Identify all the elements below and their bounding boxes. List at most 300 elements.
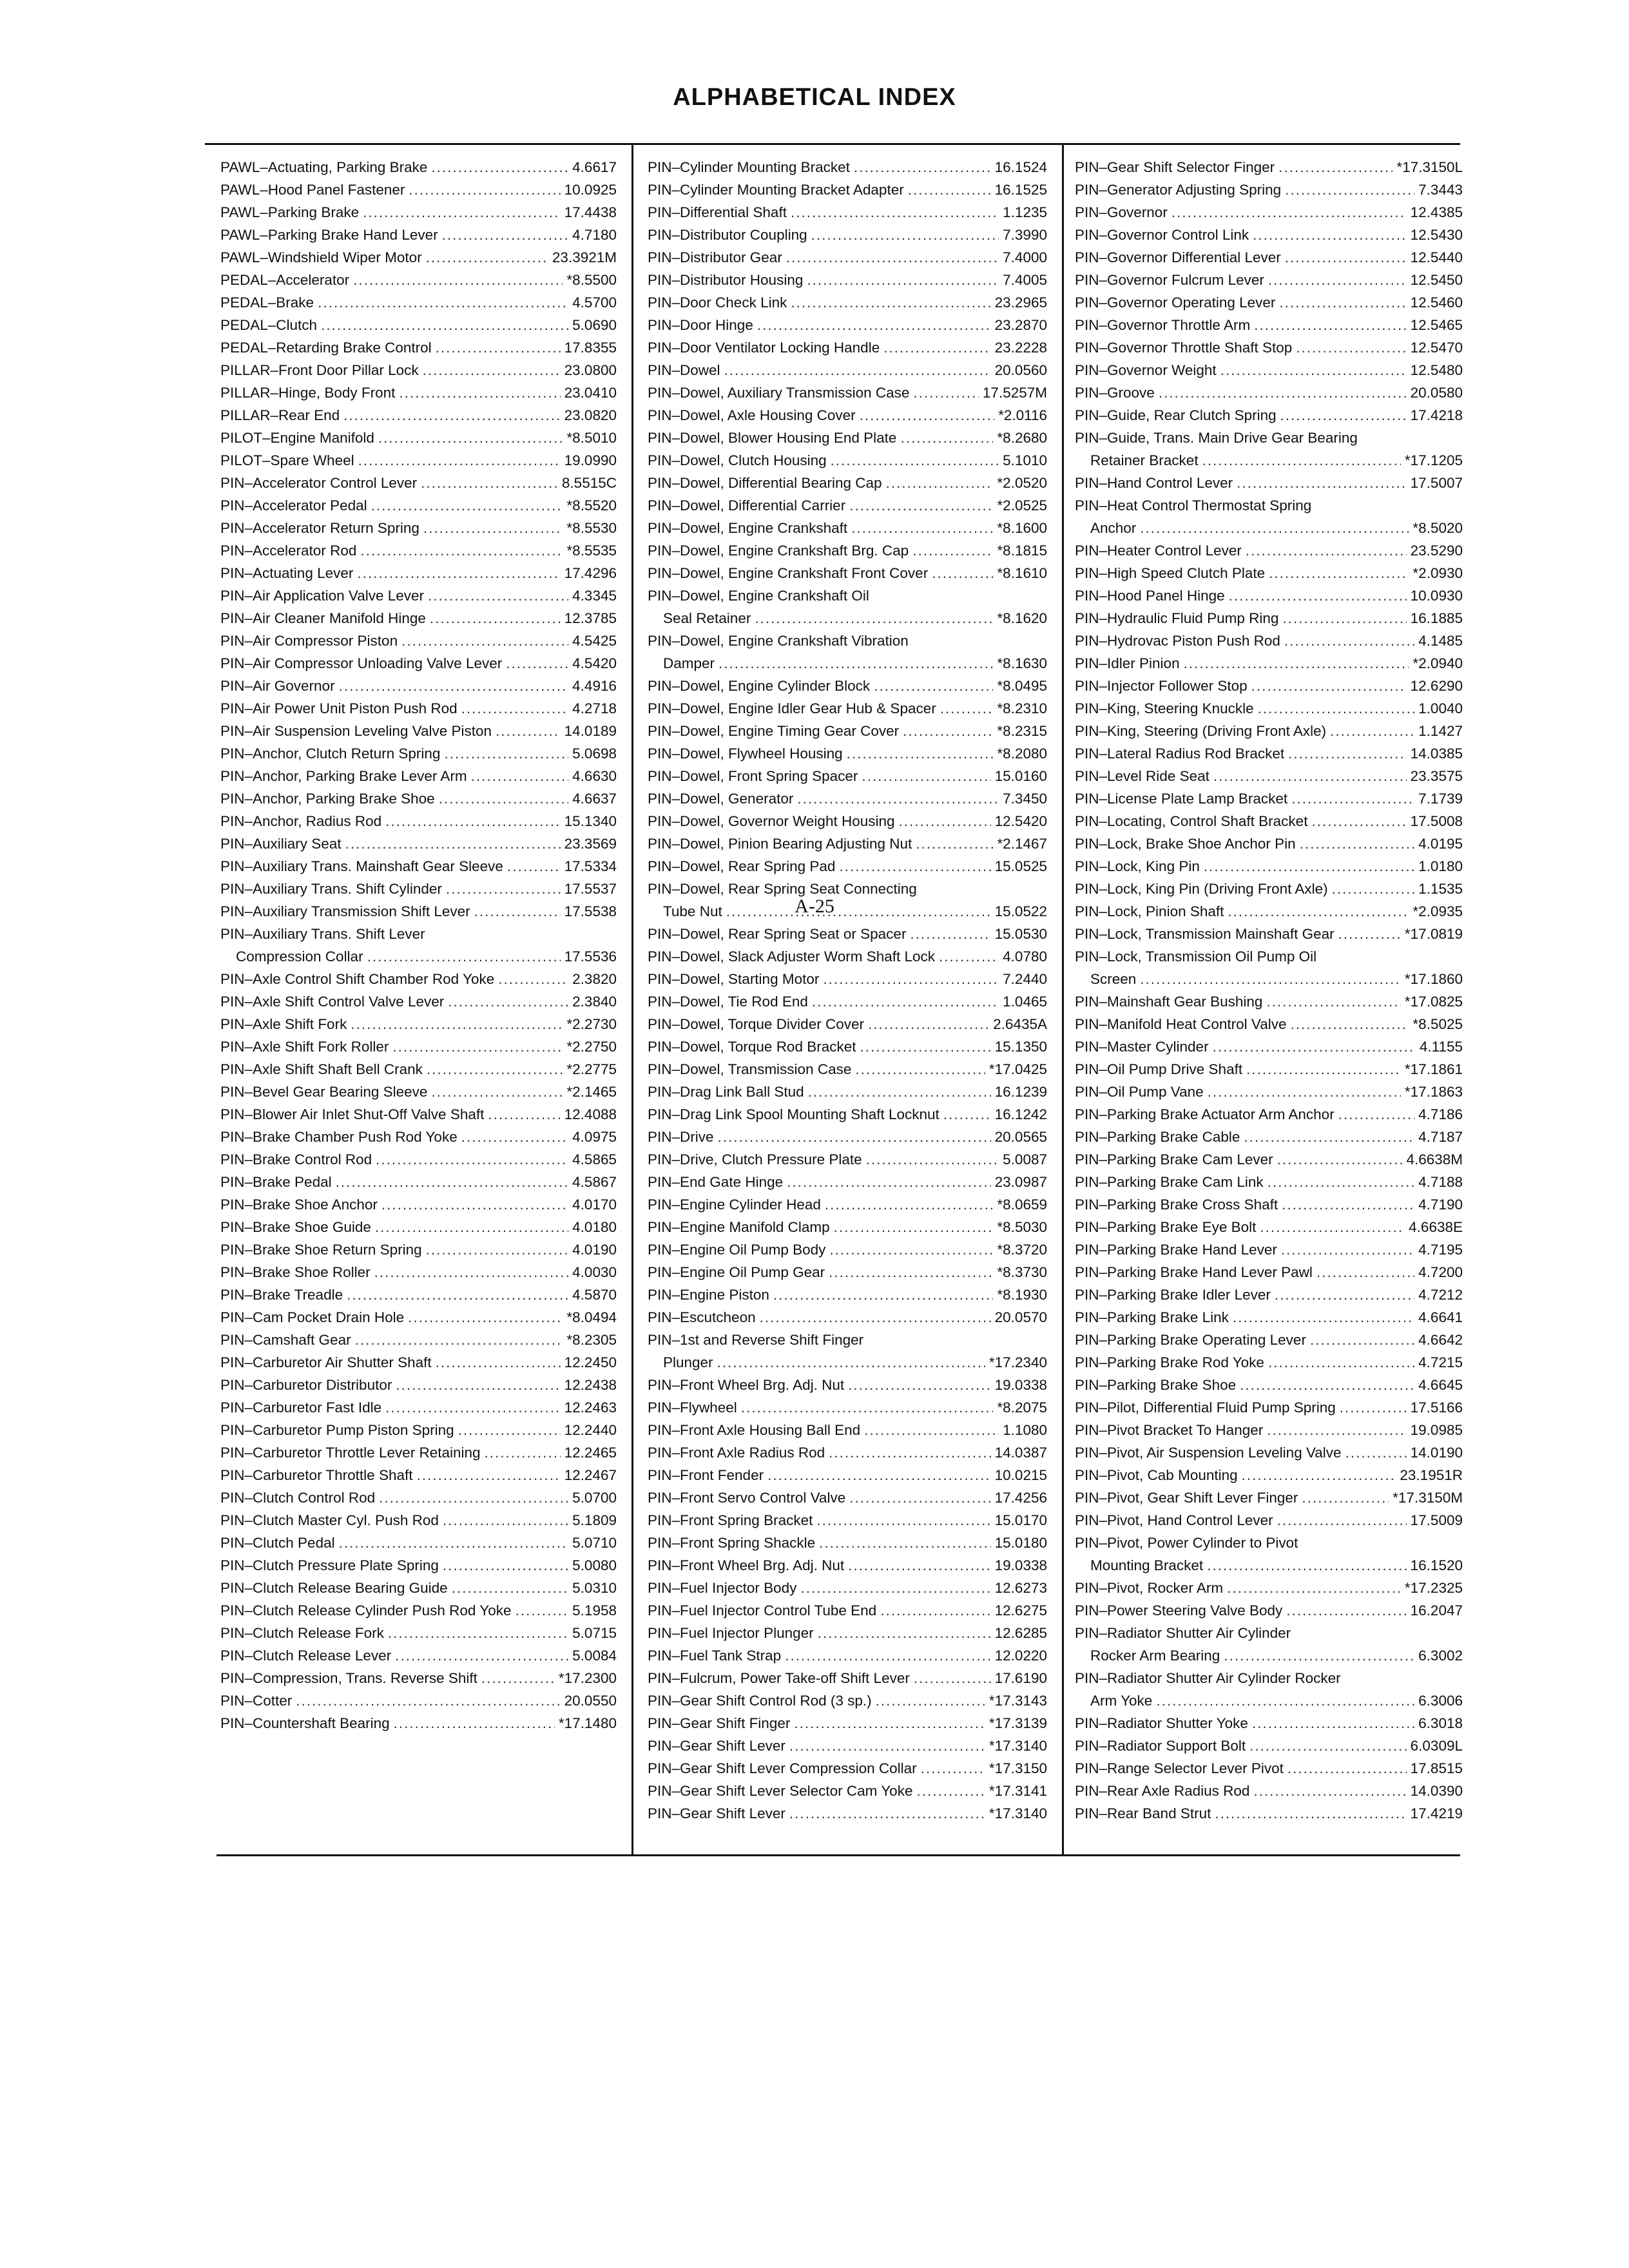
leader-dots	[834, 1216, 994, 1238]
entry-name: PIN–Clutch Release Cylinder Push Rod Yoke	[220, 1602, 512, 1619]
entry-reference: 15.0522	[994, 903, 1047, 919]
index-entry	[1075, 1216, 1463, 1238]
entry-name: PIN–Pivot, Air Suspension Leveling Valve	[1075, 1445, 1342, 1461]
index-entry	[220, 178, 617, 201]
leader-dots	[1213, 1035, 1416, 1058]
entry-name: PIN–Blower Air Inlet Shut-Off Valve Shaft	[220, 1106, 485, 1122]
entry-name: PIN–Dowel, Engine Crankshaft Vibration	[648, 633, 909, 649]
index-entry	[1075, 1148, 1463, 1171]
entry-reference: 4.7200	[1418, 1264, 1463, 1280]
leader-dots	[823, 968, 999, 990]
leader-dots	[939, 945, 999, 968]
entry-name: Mounting Bracket	[1090, 1557, 1204, 1573]
leader-dots	[1284, 629, 1414, 652]
entry-reference: 4.2718	[572, 700, 617, 716]
leader-dots	[378, 427, 563, 449]
leader-dots	[351, 1013, 563, 1035]
leader-dots	[363, 201, 561, 224]
leader-dots	[1229, 584, 1407, 607]
entry-name: PIN–Governor	[1075, 204, 1168, 220]
leader-dots	[868, 1013, 989, 1035]
entry-name: PAWL–Parking Brake	[220, 204, 360, 220]
entry-reference: 16.1520	[1410, 1557, 1463, 1573]
entry-name: PIN–Dowel, Engine Crankshaft Oil	[648, 588, 869, 604]
entry-reference: *17.3143	[988, 1693, 1047, 1709]
index-entry	[1075, 810, 1463, 832]
index-entry	[648, 1802, 1047, 1825]
index-entry	[1075, 156, 1463, 178]
entry-name: PIN–Front Wheel Brg. Adj. Nut	[648, 1557, 845, 1573]
entry-name: PIN–Accelerator Return Spring	[220, 520, 419, 536]
entry-reference: 23.2965	[994, 294, 1047, 311]
entry-name: PIN–Accelerator Pedal	[220, 497, 367, 514]
index-entry	[1075, 1193, 1463, 1216]
leader-dots	[367, 945, 561, 968]
entry-reference: 23.2228	[994, 340, 1047, 356]
entry-reference: 4.7180	[572, 227, 617, 243]
index-entry	[220, 1148, 617, 1171]
entry-reference: 23.0987	[994, 1174, 1047, 1190]
leader-dots	[910, 923, 990, 945]
leader-dots	[718, 652, 993, 675]
entry-reference: *17.3140	[988, 1738, 1047, 1754]
index-entry	[1075, 1757, 1463, 1780]
leader-dots	[1213, 765, 1407, 787]
entry-reference: *8.3730	[997, 1264, 1047, 1280]
entry-name: PIN–Dowel, Transmission Case	[648, 1061, 852, 1077]
index-entry	[220, 1013, 617, 1035]
index-entry	[648, 1329, 1047, 1351]
entry-name: PIN–Parking Brake Operating Lever	[1075, 1332, 1306, 1348]
index-entry	[648, 1283, 1047, 1306]
index-entry	[648, 923, 1047, 945]
entry-name: PIN–Fuel Injector Control Tube End	[648, 1602, 877, 1619]
entry-reference: 17.5009	[1410, 1512, 1463, 1528]
leader-dots	[358, 449, 561, 472]
index-entry	[220, 720, 617, 742]
entry-name: PIN–Drag Link Spool Mounting Shaft Locknut	[648, 1106, 940, 1122]
entry-name: PIN–Parking Brake Rod Yoke	[1075, 1354, 1264, 1370]
index-column-3	[1075, 156, 1463, 1825]
entry-name: Rocker Arm Bearing	[1090, 1648, 1220, 1664]
index-entry	[220, 1035, 617, 1058]
index-entry	[648, 1419, 1047, 1441]
entry-name: PIN–Drive, Clutch Pressure Plate	[648, 1151, 862, 1168]
leader-dots	[718, 1126, 991, 1148]
entry-name: PIN–Governor Throttle Shaft Stop	[1075, 340, 1293, 356]
entry-name: PIN–Clutch Release Lever	[220, 1648, 392, 1664]
entry-reference: 23.2870	[994, 317, 1047, 333]
entry-name: PIN–Clutch Master Cyl. Push Rod	[220, 1512, 439, 1528]
entry-reference: 4.5867	[572, 1174, 617, 1190]
entry-reference: 4.7188	[1418, 1174, 1463, 1190]
entry-reference: 23.0820	[564, 407, 617, 423]
entry-name: PIN–Dowel, Differential Carrier	[648, 497, 846, 514]
entry-reference: 5.0087	[1003, 1151, 1047, 1168]
index-entry	[220, 246, 617, 269]
index-entry	[1075, 855, 1463, 878]
leader-dots	[1310, 1329, 1414, 1351]
index-entry	[648, 1103, 1047, 1126]
index-entry	[1075, 427, 1463, 449]
entry-name: Seal Retainer	[663, 610, 751, 626]
entry-name: PIN–Parking Brake Hand Lever	[1075, 1242, 1277, 1258]
entry-name: PIN–Axle Shift Shaft Bell Crank	[220, 1061, 423, 1077]
entry-reference: *8.5535	[566, 543, 617, 559]
entry-name: PIN–Flywheel	[648, 1399, 737, 1416]
entry-name: PIN–1st and Reverse Shift Finger	[648, 1332, 864, 1348]
entry-name: PIN–Anchor, Parking Brake Lever Arm	[220, 768, 467, 784]
index-entry	[648, 990, 1047, 1013]
entry-name: PIN–Air Compressor Piston	[220, 633, 398, 649]
leader-dots	[430, 607, 561, 629]
entry-reference: *17.1480	[558, 1715, 617, 1731]
entry-name: PIN–Carburetor Air Shutter Shaft	[220, 1354, 432, 1370]
leader-dots	[421, 472, 558, 494]
leader-dots	[481, 1667, 555, 1689]
leader-dots	[506, 652, 568, 675]
leader-dots	[409, 178, 560, 201]
entry-reference: 4.7190	[1418, 1196, 1463, 1213]
entry-name: PIN–Carburetor Fast Idle	[220, 1399, 382, 1416]
entry-name: PIN–Dowel, Auxiliary Transmission Case	[648, 385, 910, 401]
entry-reference: 14.0190	[1410, 1445, 1463, 1461]
index-entry	[648, 539, 1047, 562]
entry-reference: 4.1155	[1419, 1039, 1463, 1055]
entry-name: PIN–Front Wheel Brg. Adj. Nut	[648, 1377, 845, 1393]
index-entry	[1075, 562, 1463, 584]
leader-dots	[443, 1554, 568, 1577]
index-entry	[1075, 1058, 1463, 1081]
entry-name: PIN–Axle Shift Fork	[220, 1016, 347, 1032]
leader-dots	[786, 246, 999, 269]
entry-name: PIN–Dowel, Engine Idler Gear Hub & Spacer	[648, 700, 936, 716]
entry-name: PIN–Dowel, Differential Bearing Cap	[648, 475, 882, 491]
index-entry	[648, 742, 1047, 765]
entry-name: PIN–Lock, Transmission Oil Pump Oil	[1075, 948, 1317, 965]
entry-reference: 5.0715	[572, 1625, 617, 1641]
entry-name: PIN–Lock, Pinion Shaft	[1075, 903, 1224, 919]
entry-reference: 12.5470	[1410, 340, 1463, 356]
leader-dots	[439, 787, 568, 810]
entry-name: PIN–Fuel Injector Plunger	[648, 1625, 814, 1641]
index-entry	[648, 1532, 1047, 1554]
entry-name: PEDAL–Retarding Brake Control	[220, 340, 432, 356]
index-entry	[1075, 1103, 1463, 1126]
entry-name: PIN–Lock, King Pin (Driving Front Axle)	[1075, 881, 1328, 897]
leader-dots	[1291, 1013, 1409, 1035]
index-entry	[220, 1644, 617, 1667]
index-entry	[1075, 1126, 1463, 1148]
leader-dots	[903, 720, 993, 742]
index-entry	[220, 1283, 617, 1306]
entry-reference: 5.0690	[572, 317, 617, 333]
index-entry	[220, 1689, 617, 1712]
entry-reference: 4.6642	[1418, 1332, 1463, 1348]
index-entry	[220, 1126, 617, 1148]
entry-name: PIN–Parking Brake Cross Shaft	[1075, 1196, 1278, 1213]
entry-reference: 20.0570	[994, 1309, 1047, 1325]
entry-name: PIN–Guide, Trans. Main Drive Gear Bearing	[1075, 430, 1358, 446]
entry-reference: 17.4438	[564, 204, 617, 220]
leader-dots	[794, 1712, 985, 1735]
leader-dots	[1171, 201, 1407, 224]
index-entry	[648, 562, 1047, 584]
leader-dots	[1246, 539, 1407, 562]
entry-name: PIN–Parking Brake Link	[1075, 1309, 1229, 1325]
index-entry	[220, 1103, 617, 1126]
entry-name: PIN–Door Ventilator Locking Handle	[648, 340, 880, 356]
entry-name: PIN–Dowel, Slack Adjuster Worm Shaft Lock	[648, 948, 936, 965]
entry-reference: 12.2438	[564, 1377, 617, 1393]
entry-name: PIN–Countershaft Bearing	[220, 1715, 390, 1731]
index-entry	[1075, 1419, 1463, 1441]
leader-dots	[839, 855, 990, 878]
entry-reference: 1.1235	[1003, 204, 1047, 220]
entry-name: PIN–Groove	[1075, 385, 1155, 401]
index-entry	[648, 810, 1047, 832]
index-entry	[648, 359, 1047, 381]
entry-reference: *8.1620	[997, 610, 1047, 626]
leader-dots	[1249, 1735, 1407, 1757]
entry-name: PIN–Lock, Brake Shoe Anchor Pin	[1075, 836, 1296, 852]
leader-dots	[789, 1802, 985, 1825]
leader-dots	[1208, 1081, 1401, 1103]
index-entry	[220, 1374, 617, 1396]
entry-reference: *2.2775	[566, 1061, 617, 1077]
index-entry	[220, 1486, 617, 1509]
leader-dots	[825, 1193, 994, 1216]
entry-name: Compression Collar	[236, 948, 363, 965]
entry-reference: 4.5425	[572, 633, 617, 649]
leader-dots	[399, 381, 560, 404]
leader-dots	[339, 1532, 569, 1554]
entry-reference: 17.5008	[1410, 813, 1463, 829]
entry-reference: 4.0975	[572, 1129, 617, 1145]
entry-reference: 7.1739	[1418, 791, 1463, 807]
leader-dots	[849, 1486, 990, 1509]
entry-name: PIN–Radiator Shutter Air Cylinder	[1075, 1625, 1291, 1641]
entry-name: PIN–Injector Follower Stop	[1075, 678, 1248, 694]
entry-reference: 20.0565	[994, 1129, 1047, 1145]
entry-reference: *17.0819	[1404, 926, 1463, 942]
entry-reference: *17.3139	[988, 1715, 1047, 1731]
index-entry	[648, 675, 1047, 697]
entry-reference: 17.5537	[564, 881, 617, 897]
index-entry	[648, 1171, 1047, 1193]
entry-name: PIN–Axle Control Shift Chamber Rod Yoke	[220, 971, 495, 987]
entry-reference: 6.3018	[1418, 1715, 1463, 1731]
index-entry	[220, 381, 617, 404]
leader-dots	[392, 1035, 563, 1058]
index-entry	[220, 562, 617, 584]
leader-dots	[516, 1599, 569, 1622]
index-entry	[1075, 246, 1463, 269]
leader-dots	[791, 201, 999, 224]
entry-name: PIN–Accelerator Rod	[220, 543, 357, 559]
leader-dots	[860, 1035, 991, 1058]
leader-dots	[900, 427, 993, 449]
entry-name: PIN–High Speed Clutch Plate	[1075, 565, 1266, 581]
leader-dots	[1269, 562, 1409, 584]
entry-name: PIN–Actuating Lever	[220, 565, 354, 581]
index-entry	[220, 1351, 617, 1374]
entry-name: PIN–Governor Fulcrum Lever	[1075, 272, 1264, 288]
leader-dots	[791, 291, 990, 314]
entry-reference: *8.3720	[997, 1242, 1047, 1258]
entry-name: PIN–Air Suspension Leveling Valve Piston	[220, 723, 492, 739]
entry-name: PIN–Dowel, Torque Rod Bracket	[648, 1039, 856, 1055]
index-entry	[1075, 1622, 1463, 1644]
leader-dots	[755, 607, 993, 629]
entry-name: PIN–Parking Brake Shoe	[1075, 1377, 1237, 1393]
index-entry	[1075, 269, 1463, 291]
leader-dots	[1345, 1441, 1407, 1464]
leader-dots	[1140, 968, 1401, 990]
leader-dots	[829, 1238, 993, 1261]
index-entry	[220, 1712, 617, 1735]
index-entry	[648, 1712, 1047, 1735]
entry-reference: 17.5007	[1410, 475, 1463, 491]
index-entry	[648, 336, 1047, 359]
index-entry	[220, 539, 617, 562]
leader-dots	[444, 742, 568, 765]
entry-reference: 8.5515C	[561, 475, 617, 491]
entry-reference: 17.6190	[994, 1670, 1047, 1686]
entry-reference: *8.2075	[997, 1399, 1047, 1416]
entry-name: PIN–Power Steering Valve Body	[1075, 1602, 1283, 1619]
entry-name: PIN–Heat Control Thermostat Spring	[1075, 497, 1312, 514]
entry-reference: 15.0530	[994, 926, 1047, 942]
entry-reference: 12.6290	[1410, 678, 1463, 694]
leader-dots	[1285, 178, 1414, 201]
entry-reference: 17.5536	[564, 948, 617, 965]
leader-dots	[848, 1374, 991, 1396]
entry-name: PIN–Carburetor Throttle Shaft	[220, 1467, 413, 1483]
entry-name: PIN–Pivot, Cab Mounting	[1075, 1467, 1238, 1483]
entry-name: PIN–Engine Oil Pump Gear	[648, 1264, 825, 1280]
index-entry	[648, 1757, 1047, 1780]
index-entry	[1075, 1306, 1463, 1329]
index-entry	[220, 1464, 617, 1486]
entry-name: PIN–Auxiliary Trans. Mainshaft Gear Sleeve	[220, 858, 503, 874]
index-entry	[220, 517, 617, 539]
entry-reference: 17.4256	[994, 1490, 1047, 1506]
leader-dots	[1286, 1599, 1406, 1622]
entry-name: PIN–Distributor Gear	[648, 249, 782, 265]
leader-dots	[1246, 1058, 1401, 1081]
entry-reference: *17.3140	[988, 1805, 1047, 1821]
entry-reference: *8.5020	[1412, 520, 1463, 536]
leader-dots	[431, 156, 568, 178]
entry-name: PIN–King, Steering Knuckle	[1075, 700, 1254, 716]
entry-reference: 23.3569	[564, 836, 617, 852]
entry-name: PIN–Lock, Transmission Mainshaft Gear	[1075, 926, 1335, 942]
entry-reference: 12.2465	[564, 1445, 617, 1461]
leader-dots	[1204, 855, 1414, 878]
entry-name: PIN–Anchor, Radius Rod	[220, 813, 382, 829]
entry-name: PIN–Oil Pump Vane	[1075, 1084, 1204, 1100]
entry-name: Tube Nut	[663, 903, 722, 919]
entry-name: PIN–Governor Differential Lever	[1075, 249, 1281, 265]
entry-reference: 12.5430	[1410, 227, 1463, 243]
entry-reference: *8.1600	[997, 520, 1047, 536]
entry-reference: 17.5538	[564, 903, 617, 919]
index-entry	[1075, 381, 1463, 404]
index-entry	[648, 1486, 1047, 1509]
entry-name: PIN–Auxiliary Trans. Shift Cylinder	[220, 881, 442, 897]
leader-dots	[913, 381, 979, 404]
leader-dots	[443, 1509, 568, 1532]
entry-reference: 16.1524	[994, 159, 1047, 175]
leader-dots	[1258, 697, 1415, 720]
entry-reference: 15.1350	[994, 1039, 1047, 1055]
index-entry	[648, 584, 1047, 607]
leader-dots	[385, 810, 561, 832]
entry-name: PEDAL–Clutch	[220, 317, 318, 333]
entry-reference: 15.1340	[564, 813, 617, 829]
entry-reference: 7.3990	[1003, 227, 1047, 243]
leader-dots	[423, 517, 563, 539]
index-column-1	[220, 156, 617, 1735]
entry-name: PIN–Air Cleaner Manifold Hinge	[220, 610, 426, 626]
index-entry	[1075, 1532, 1463, 1554]
entry-reference: 19.0985	[1410, 1422, 1463, 1438]
entry-reference: *17.2340	[988, 1354, 1047, 1370]
leader-dots	[426, 246, 548, 269]
index-entry	[1075, 178, 1463, 201]
leader-dots	[1202, 449, 1401, 472]
index-entry	[1075, 945, 1463, 968]
entry-name: PIN–License Plate Lamp Bracket	[1075, 791, 1288, 807]
leader-dots	[1140, 517, 1409, 539]
index-entry	[648, 494, 1047, 517]
entry-reference: *17.1863	[1404, 1084, 1463, 1100]
entry-name: PIN–Dowel, Engine Crankshaft Front Cover	[648, 565, 929, 581]
index-entry	[648, 1689, 1047, 1712]
entry-reference: 6.3006	[1418, 1693, 1463, 1709]
leader-dots	[1215, 1802, 1406, 1825]
index-entry	[1075, 1802, 1463, 1825]
leader-dots	[1330, 720, 1414, 742]
leader-dots	[860, 404, 994, 427]
leader-dots	[1268, 1351, 1414, 1374]
entry-reference: *17.3150	[988, 1760, 1047, 1776]
entry-name: PIN–Front Spring Shackle	[648, 1535, 816, 1551]
entry-name: PIN–Rear Axle Radius Rod	[1075, 1783, 1250, 1799]
entry-name: PIN–Axle Shift Fork Roller	[220, 1039, 389, 1055]
entry-reference: 1.1427	[1418, 723, 1463, 739]
leader-dots	[388, 1622, 568, 1644]
entry-reference: 4.5870	[572, 1287, 617, 1303]
index-entry	[648, 1374, 1047, 1396]
entry-name: Arm Yoke	[1090, 1693, 1153, 1709]
index-entry	[1075, 1486, 1463, 1509]
entry-name: PIN–Cylinder Mounting Bracket Adapter	[648, 182, 904, 198]
index-entry	[648, 517, 1047, 539]
entry-reference: 17.5257M	[982, 385, 1047, 401]
entry-name: PIN–Mainshaft Gear Bushing	[1075, 994, 1263, 1010]
index-entry	[1075, 1013, 1463, 1035]
index-entry	[648, 224, 1047, 246]
entry-reference: 12.5420	[994, 813, 1047, 829]
entry-reference: 4.5865	[572, 1151, 617, 1168]
leader-dots	[376, 1148, 568, 1171]
entry-reference: 12.4385	[1410, 204, 1463, 220]
entry-name: PIN–King, Steering (Driving Front Axle)	[1075, 723, 1327, 739]
index-entry	[1075, 1644, 1463, 1667]
entry-reference: 4.6641	[1418, 1309, 1463, 1325]
